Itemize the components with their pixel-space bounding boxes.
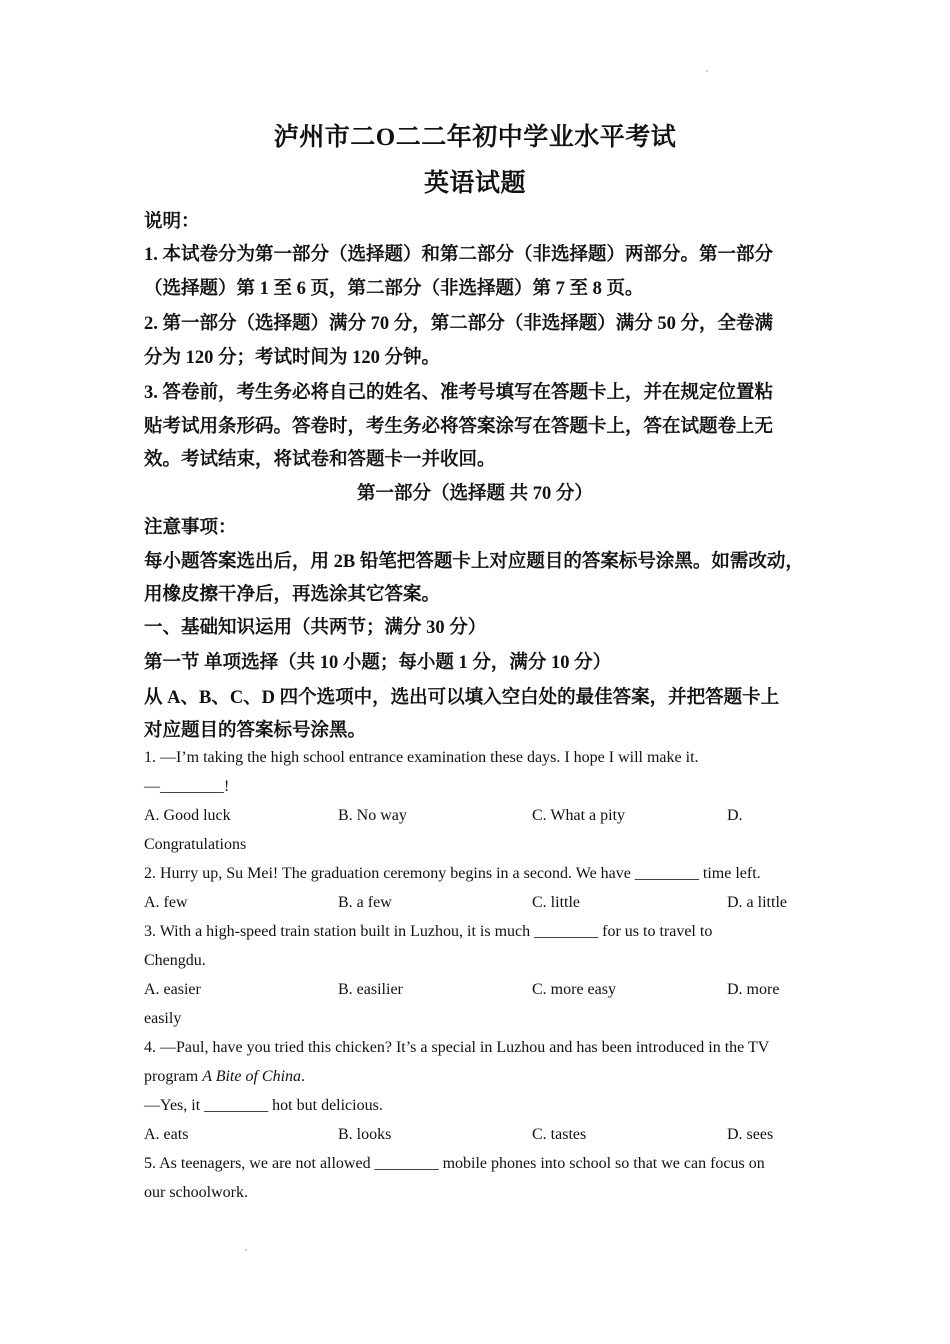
notes-heading: 注意事项： [144,518,237,538]
instruction-line: 效。考试结束，将试卷和答题卡一并收回。 [144,450,496,470]
question-3-stem: 3. With a high-speed train station built in Luzhou, it is much ________ for us to travel to [144,923,713,940]
question-1-option-d-text: Congratulations [144,836,247,853]
question-3-option-d: D. more [727,981,780,998]
question-2-stem: 2. Hurry up, Su Mei! The graduation ceremony begins in a second. We have ________ time left. [144,865,761,882]
notes-line: 用橡皮擦干净后，再选涂其它答案。 [144,585,441,605]
instruction-line: （选择题）第 1 至 6 页，第二部分（非选择题）第 7 至 8 页。 [144,279,644,299]
question-4-reply: —Yes, it ________ hot but delicious. [144,1097,383,1114]
question-2-option-d: D. a little [727,894,787,911]
instructions-heading: 说明： [144,212,200,232]
question-4-option-c: C. tastes [532,1126,587,1143]
question-2-option-b: B. a few [338,894,392,911]
question-1-reply: —________! [144,778,230,795]
instruction-line: 1. 本试卷分为第一部分（选择题）和第二部分（非选择题）两部分。第一部分 [144,245,774,265]
question-2-option-c: C. little [532,894,580,911]
question-2-option-a: A. few [144,894,188,911]
question-4-stem-cont [144,1068,305,1086]
subsection-heading: 第一节 单项选择（共 10 小题；每小题 1 分，满分 10 分） [144,653,612,673]
scan-dot [706,70,708,72]
instruction-line: 分为 120 分；考试时间为 120 分钟。 [144,348,441,368]
question-4-option-b: B. looks [338,1126,392,1143]
question-3-option-b: B. easilier [338,981,403,998]
directions-line: 从 A、B、C、D 四个选项中，选出可以填入空白处的最佳答案，并把答题卡上 [144,688,780,708]
part1-heading: 第一部分（选择题 共 70 分） [357,484,593,504]
exam-title: 泸州市二O二二年初中学业水平考试 [273,124,677,151]
question-1-option-c: C. What a pity [532,807,626,824]
scan-dot [245,1249,247,1251]
question-5-stem-cont: our schoolwork. [144,1184,248,1201]
question-3-option-c: C. more easy [532,981,616,998]
notes-line: 每小题答案选出后，用 2B 铅笔把答题卡上对应题目的答案标号涂黑。如需改动， [144,552,804,572]
directions-line: 对应题目的答案标号涂黑。 [144,721,367,741]
question-4-stem: 4. —Paul, have you tried this chicken? It’s a special in Luzhou and has been introduced in the TV [144,1039,770,1056]
question-4-option-a: A. eats [144,1126,189,1143]
question-4-program-suffix: . [301,1068,306,1085]
question-3-option-a: A. easier [144,981,201,998]
instruction-line: 3. 答卷前，考生务必将自己的姓名、准考号填写在答题卡上，并在规定位置粘 [144,383,774,403]
instruction-line: 2. 第一部分（选择题）满分 70 分，第二部分（非选择题）满分 50 分，全卷满 [144,314,774,334]
question-4-option-d: D. sees [727,1126,774,1143]
question-3-option-d-text: easily [144,1010,182,1027]
question-4-program-prefix: program [144,1068,203,1085]
question-4-program-title: A Bite of China [202,1068,302,1085]
section-heading: 一、基础知识运用（共两节；满分 30 分） [144,618,487,638]
question-1-option-b: B. No way [338,807,407,824]
question-1-stem: 1. —I’m taking the high school entrance examination these days. I hope I will make it. [144,749,699,766]
question-5-stem: 5. As teenagers, we are not allowed ________ mobile phones into school so that we can focus on [144,1155,765,1172]
exam-subtitle: 英语试题 [423,170,526,197]
question-3-stem-cont: Chengdu. [144,952,206,969]
question-1-option-d: D. [727,807,743,824]
question-1-option-a: A. Good luck [144,807,231,824]
instruction-line: 贴考试用条形码。答卷时，考生务必将答案涂写在答题卡上，答在试题卷上无 [144,417,774,437]
